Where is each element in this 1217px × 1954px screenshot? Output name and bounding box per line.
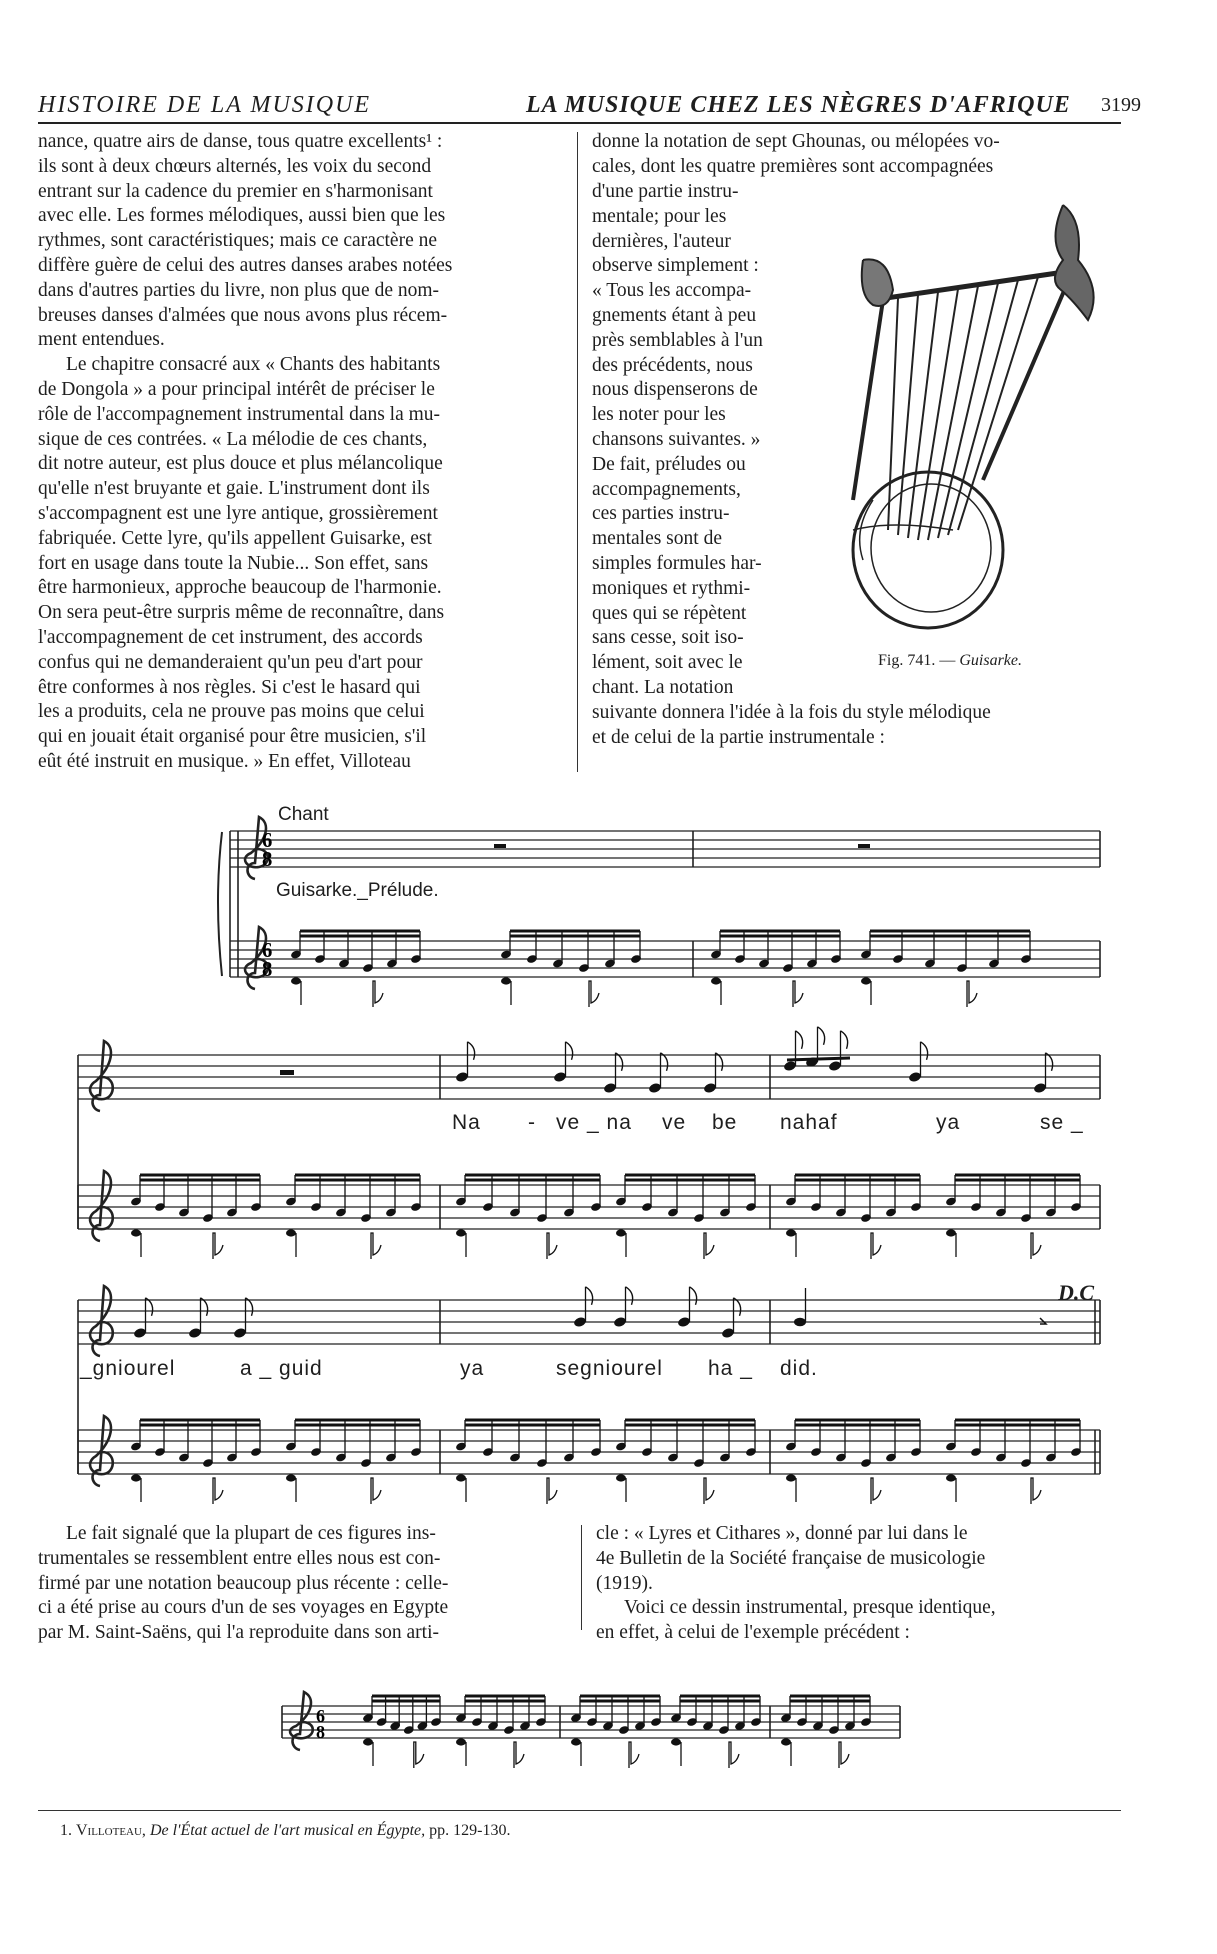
note-flag — [704, 1478, 714, 1504]
note-head — [501, 977, 511, 984]
text-line: les a produits, cela ne prouve pas moins que celui — [38, 701, 425, 723]
text-line: ils sont à deux chœurs alternés, les voix du second — [38, 155, 432, 177]
figure-caption-prefix: Fig. 741. — — [878, 652, 956, 669]
note-flag — [213, 1233, 223, 1259]
text-line: Le chapitre consacré aux « Chants des habitants — [66, 354, 441, 376]
note-flag — [871, 1478, 881, 1504]
header-center: LA MUSIQUE CHEZ LES NÈGRES D'AFRIQUE — [526, 92, 1071, 118]
text-line: dit notre auteur, est plus douce et plus mélancolique — [38, 453, 443, 475]
footnote-title: De l'État actuel de l'art musical en Égypte, — [149, 1822, 426, 1839]
time-signature-bottom: 8 — [262, 959, 273, 981]
note-flag — [371, 1233, 381, 1259]
treble-clef — [290, 1692, 313, 1750]
note-head — [286, 1229, 296, 1236]
note-flag — [514, 1742, 524, 1768]
whole-rest — [858, 844, 870, 848]
text-line: par M. Saint-Saëns, qui l'a reproduite dans son arti- — [38, 1622, 440, 1644]
text-line: rythmes, sont caractéristiques; mais ce caractère ne — [38, 230, 438, 252]
lyric-syllable: Na — [452, 1111, 481, 1134]
text-line: accompagnements, — [592, 478, 741, 500]
time-signature-top: 6 — [316, 1706, 325, 1726]
text-line: lément, soit avec le — [592, 652, 743, 674]
text-line: l'accompagnement de cet instrument, des accords — [38, 626, 423, 648]
note-flag — [468, 1042, 475, 1060]
note-head — [946, 1229, 956, 1236]
note-head — [131, 1474, 141, 1481]
text-line: (1919). — [596, 1572, 653, 1594]
header-left: HISTOIRE DE LA MUSIQUE — [38, 92, 372, 118]
text-line: Voici ce dessin instrumental, presque identique, — [624, 1597, 996, 1619]
note-flag — [547, 1478, 557, 1504]
note-head — [616, 1474, 626, 1481]
footnote-number: 1. — [60, 1822, 72, 1839]
text-line: qui en jouait était organisé pour être musicien, s'il — [38, 726, 427, 748]
note-head — [456, 1474, 466, 1481]
note-head — [286, 1474, 296, 1481]
lower-left-column — [38, 1522, 566, 1646]
text-line: confus qui ne demanderaient qu'un peu d'art pour — [38, 651, 423, 673]
lyric-syllable: - — [528, 1111, 536, 1134]
note-flag — [1031, 1478, 1041, 1504]
note-flag — [796, 1031, 803, 1049]
note-flag — [841, 1031, 848, 1049]
note-head — [786, 1229, 796, 1236]
text-line: dernières, l'auteur — [592, 230, 731, 252]
treble-clef — [90, 1171, 113, 1241]
note-flag — [414, 1742, 424, 1768]
text-line: et de celui de la partie instrumentale : — [592, 726, 885, 748]
note-flag — [967, 981, 977, 1007]
time-signature-bottom: 8 — [262, 849, 273, 871]
note-head — [946, 1474, 956, 1481]
text-line: mentale; pour les — [592, 205, 727, 227]
text-line: chant. La notation — [592, 676, 734, 698]
text-line: des précédents, nous — [592, 354, 753, 376]
note-head — [711, 977, 721, 984]
page-number: 3199 — [1101, 94, 1141, 116]
text-line: fabriquée. Cette lyre, qu'ils appellent Guisarke, est — [38, 527, 432, 549]
text-line: chansons suivantes. » — [592, 428, 761, 450]
lyric-syllable: segniourel — [556, 1357, 663, 1380]
note-flag — [626, 1287, 633, 1305]
text-line: en effet, à celui de l'exemple précédent : — [596, 1622, 910, 1644]
text-line: rôle de l'accompagnement instrumental dans la mu- — [38, 403, 441, 425]
rest — [1040, 1318, 1046, 1324]
text-line: ci a été prise au cours d'un de ses voyages en Egypte — [38, 1597, 449, 1619]
label-chant: Chant — [278, 804, 329, 825]
lyric-syllable: be — [712, 1111, 738, 1134]
note-flag — [1031, 1233, 1041, 1259]
text-line: d'une partie instru- — [592, 181, 739, 202]
text-line: simples formules har- — [592, 552, 762, 574]
label-prelude: Guisarke._Prélude. — [276, 880, 439, 901]
text-line: suivante donnera l'idée à la fois du style mélodique — [592, 702, 991, 723]
note-head — [781, 1738, 791, 1745]
note-flag — [818, 1027, 825, 1045]
note-flag — [589, 981, 599, 1007]
text-line: moniques et rythmi- — [592, 577, 751, 599]
text-line: être conformes à nos règles. Si c'est le hasard qui — [38, 676, 421, 698]
figure-caption-title: Guisarke. — [959, 652, 1022, 669]
lyric-syllable: _gniourel — [80, 1357, 176, 1380]
treble-clef — [90, 1286, 113, 1356]
text-line: de Dongola » a pour principal intérêt de préciser le — [38, 378, 435, 400]
text-line: De fait, préludes ou — [592, 453, 746, 475]
lower-right-column — [596, 1522, 1124, 1646]
text-line: nance, quatre airs de danse, tous quatre excellents¹ : — [38, 131, 443, 152]
time-signature-bottom: 8 — [316, 1722, 325, 1742]
footnote-rule — [38, 1810, 1121, 1811]
note-flag — [586, 1287, 593, 1305]
text-line: les noter pour les — [592, 404, 726, 426]
text-line: entrant sur la cadence du premier en s'harmonisant — [38, 180, 433, 202]
text-line: ces parties instru- — [592, 503, 730, 525]
text-line: sans cesse, soit iso- — [592, 627, 744, 649]
note-flag — [704, 1233, 714, 1259]
text-line: s'accompagnent est une lyre antique, grossièrement — [38, 502, 438, 524]
note-flag — [729, 1742, 739, 1768]
note-flag — [373, 981, 383, 1007]
note-flag — [547, 1233, 557, 1259]
lyric-syllable: ve — [662, 1111, 687, 1134]
text-line: sique de ces contrées. « La mélodie de ces chants, — [38, 428, 428, 450]
text-line: mentales sont de — [592, 528, 722, 550]
whole-rest — [494, 844, 506, 848]
text-line: eût été instruit en musique. » En effet, Villoteau — [38, 750, 411, 772]
note-flag — [793, 981, 803, 1007]
text-line: « Tous les accompa- — [592, 280, 752, 302]
lyric-syllable: ya — [460, 1357, 485, 1380]
text-line: donne la notation de sept Ghounas, ou mélopées vo- — [592, 131, 1000, 152]
whole-rest — [280, 1070, 294, 1075]
text-line: trumentales se ressemblent entre elles nous est con- — [38, 1547, 441, 1569]
note-flag — [629, 1742, 639, 1768]
lyric-syllable: ve _ na — [556, 1111, 632, 1134]
lyric-syllable: ya — [936, 1111, 961, 1134]
note-head — [131, 1229, 141, 1236]
note-flag — [690, 1287, 697, 1305]
lyric-syllable: did. — [780, 1357, 818, 1380]
text-line: près semblables à l'un — [592, 329, 763, 351]
footnote-pages: pp. 129-130. — [429, 1822, 511, 1839]
text-line: 4e Bulletin de la Société française de musicologie — [596, 1547, 986, 1569]
note-flag — [213, 1478, 223, 1504]
time-signature-top: 6 — [262, 940, 273, 962]
lyric-syllable: ha _ — [708, 1357, 753, 1380]
text-line: fort en usage dans toute la Nubie... Son effet, sans — [38, 552, 429, 574]
text-line: firmé par une notation beaucoup plus récente : celle- — [38, 1572, 449, 1594]
text-line: On sera peut-être surpris même de reconnaître, dans — [38, 602, 445, 624]
time-signature-top: 6 — [262, 830, 273, 852]
lyric-syllable: nahaf — [780, 1111, 838, 1134]
footnote — [60, 1822, 510, 1840]
text-line: qu'elle n'est bruyante et gaie. L'instrument dont ils — [38, 478, 430, 500]
note-flag — [839, 1742, 849, 1768]
dal-capo-mark: D.C — [1058, 1280, 1095, 1305]
text-line: être harmonieux, approche beaucoup de l'harmonie. — [38, 577, 442, 599]
note-head — [456, 1738, 466, 1745]
note-flag — [921, 1042, 928, 1060]
text-line: dans d'autres parties du livre, non plus que de nom- — [38, 279, 440, 301]
text-line: observe simplement : — [592, 255, 759, 277]
text-line: avec elle. Les formes mélodiques, aussi bien que les — [38, 205, 446, 227]
system-bracket — [218, 832, 222, 976]
note-flag — [566, 1042, 573, 1060]
lower-column-divider — [581, 1525, 582, 1630]
note-head — [571, 1738, 581, 1745]
text-line: gnements étant à peu — [592, 304, 757, 326]
note-head — [786, 1474, 796, 1481]
treble-clef — [90, 1041, 113, 1111]
text-line: breuses danses d'almées que nous avons plus récem- — [38, 304, 448, 326]
note-head — [794, 1318, 806, 1327]
note-head — [861, 977, 871, 984]
text-line: ques qui se répètent — [592, 602, 747, 624]
text-line: diffère guère de celui des autres danses arabes notées — [38, 254, 453, 276]
text-line: ment entendues. — [38, 329, 165, 351]
text-line: Le fait signalé que la plupart de ces figures ins- — [66, 1523, 436, 1544]
note-head — [363, 1738, 373, 1745]
note-head — [616, 1229, 626, 1236]
note-head — [291, 977, 301, 984]
note-flag — [371, 1478, 381, 1504]
lyric-syllable: a _ guid — [240, 1357, 323, 1380]
footnote-author: Villoteau, — [76, 1822, 146, 1839]
note-flag — [871, 1233, 881, 1259]
note-head — [456, 1229, 466, 1236]
note-head — [671, 1738, 681, 1745]
treble-clef — [90, 1416, 113, 1486]
lyric-syllable: se _ — [1040, 1111, 1084, 1134]
text-line: cle : « Lyres et Cithares », donné par lui dans le — [596, 1523, 968, 1544]
text-line: nous dispenserons de — [592, 379, 758, 401]
text-line: cales, dont les quatre premières sont accompagnées — [592, 155, 994, 177]
